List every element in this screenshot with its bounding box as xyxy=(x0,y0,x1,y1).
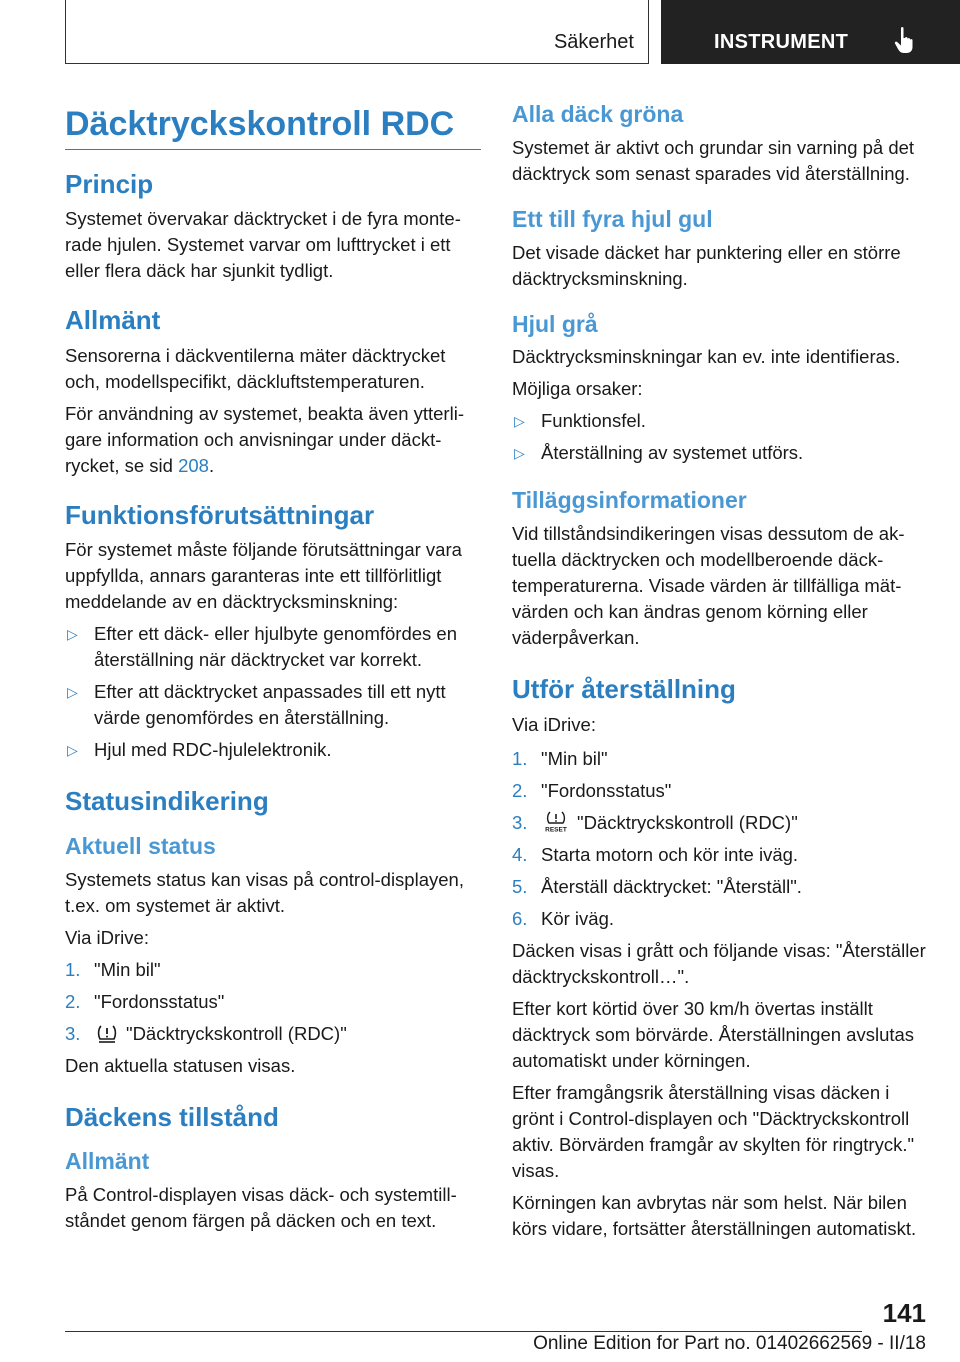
list-item xyxy=(512,810,928,836)
general-heading: Allmänt xyxy=(65,305,161,336)
reset-heading: Utför återställning xyxy=(512,674,736,704)
step-text: Starta motorn och kör inte iväg. xyxy=(541,843,799,865)
triangle-bullet-icon: ▷ xyxy=(67,626,78,643)
list-item xyxy=(512,842,928,868)
list-item xyxy=(512,906,928,932)
step-number: 2. xyxy=(65,990,81,1012)
grey-text: Däcktrycksminskningar kan ev. inte identifieras. xyxy=(512,346,901,368)
pointing-hand-icon xyxy=(894,26,916,54)
triangle-bullet-icon: ▷ xyxy=(67,684,78,701)
step-text: "Fordonsstatus" xyxy=(541,779,672,801)
prereq-heading: Funktionsförutsättningar xyxy=(65,499,375,530)
yellow-text: Det visade däcket har punktering eller en större däcktrycksminskning. xyxy=(512,241,901,289)
title-divider xyxy=(65,149,481,150)
prereq-intro: För systemet måste följande förutsättningar vara uppfyllda, annars garanteras inte ett tillförlitligt meddelande av en däcktrycksminskning: xyxy=(65,539,462,613)
list-item-text: Efter ett däck- eller hjulbyte genomfördes en återställning när däcktrycket var korrekt. xyxy=(94,623,457,671)
status-text: Systemets status kan visas på control-displayen, t.ex. om systemet är aktivt. xyxy=(65,868,464,916)
list-item xyxy=(512,408,928,434)
tire-pressure-warning-icon xyxy=(96,1024,118,1044)
grey-causes-label: Möjliga orsaker: xyxy=(512,378,643,400)
chapter-label: INSTRUMENT xyxy=(714,31,849,53)
step-number: 6. xyxy=(512,907,528,929)
reset-text-3: Efter framgångsrik återställning visas däcken i grönt i Control-displayen och "Däcktryckskontroll aktiv. Börvärden framgår av skylten för ringtryck." visas. xyxy=(512,1081,915,1181)
step-text: "Däcktryckskontroll (RDC)" xyxy=(577,811,798,833)
status-heading: Statusindikering xyxy=(65,786,269,817)
page-number: 141 xyxy=(882,1298,926,1328)
svg-text:RESET: RESET xyxy=(545,826,567,833)
grey-heading: Hjul grå xyxy=(512,310,598,337)
reset-text-4: Körningen kan avbrytas när som helst. När bilen körs vidare, fortsätter återställningen automatiskt. xyxy=(512,1191,917,1239)
general-text-2-end: . xyxy=(208,454,215,476)
step-number: 5. xyxy=(512,875,528,897)
step-number: 1. xyxy=(65,958,81,980)
triangle-bullet-icon: ▷ xyxy=(67,742,78,759)
status-via: Via iDrive: xyxy=(65,926,149,948)
grey-causes-list xyxy=(512,408,928,466)
list-item xyxy=(512,440,928,466)
left-column xyxy=(65,104,481,1234)
page-ref-link[interactable]: 208 xyxy=(178,454,209,476)
list-item xyxy=(512,874,928,900)
section-label: Säkerhet xyxy=(553,31,634,53)
general-text-1: Sensorerna i däckventilerna mäter däcktrycket och, modellspecifikt, däckluftstemperaturen. xyxy=(65,344,446,392)
reset-steps xyxy=(512,746,928,932)
reset-text-1: Däcken visas i grått och följande visas: "Återställer däcktryckskontroll…". xyxy=(512,939,926,987)
list-item xyxy=(65,1021,481,1047)
list-item-text: Återställning av systemet utförs. xyxy=(541,442,804,464)
list-item xyxy=(65,957,481,983)
list-item xyxy=(65,989,481,1015)
step-number: 3. xyxy=(512,811,528,833)
tyre-heading: Däckens tillstånd xyxy=(65,1101,279,1132)
step-number: 1. xyxy=(512,747,528,769)
general-text-2-body: För användning av systemet, beakta även ytterligare information och anvisningar under däcktrycket, se sid xyxy=(65,402,464,476)
list-item-text: Hjul med RDC-hjulelektronik. xyxy=(94,739,332,761)
step-number: 4. xyxy=(512,843,528,865)
tire-pressure-reset-icon xyxy=(543,811,569,833)
triangle-bullet-icon: ▷ xyxy=(514,445,525,462)
tyre-text: På Control-displayen visas däck- och systemtillståndet genom färgen på däcken och en text. xyxy=(65,1183,457,1231)
step-text: "Min bil" xyxy=(541,747,608,769)
yellow-heading: Ett till fyra hjul gul xyxy=(512,205,713,232)
reset-via: Via iDrive: xyxy=(512,713,596,735)
reset-text-2: Efter kort körtid över 30 km/h övertas inställt däcktryck som börvärde. Återställningen avslutas automatiskt under körningen. xyxy=(512,997,915,1071)
triangle-bullet-icon: ▷ xyxy=(514,413,525,430)
step-text: "Däcktryckskontroll (RDC)" xyxy=(126,1022,347,1044)
extra-text: Vid tillståndsindikeringen visas dessutom de aktuella däcktrycken och modellberoende däcktemperaturerna. Visade värden är tillfälliga mätvärden och kan ändras genom körning eller väderpåverkan. xyxy=(512,523,905,648)
step-text: Kör iväg. xyxy=(541,907,615,929)
principle-heading: Princip xyxy=(65,168,154,199)
list-item xyxy=(65,737,481,763)
list-item-text: Efter att däcktrycket anpassades till ett nytt värde genomfördes en återställning. xyxy=(94,681,446,729)
step-number: 2. xyxy=(512,779,528,801)
footer-edition: Online Edition for Part no. 01402662569 - II/18 xyxy=(533,1333,926,1354)
status-steps xyxy=(65,957,481,1047)
page-title: Däcktryckskontroll RDC xyxy=(65,105,455,143)
chapter-tab[interactable] xyxy=(661,0,960,64)
page-header xyxy=(0,0,960,66)
list-item xyxy=(512,746,928,772)
green-heading: Alla däck gröna xyxy=(512,101,684,127)
step-text: Återställ däcktrycket: "Återställ". xyxy=(541,875,802,897)
list-item-text: Funktionsfel. xyxy=(541,410,646,432)
general-text-2 xyxy=(65,401,481,479)
footer-divider xyxy=(65,1331,862,1332)
tyre-subheading: Allmänt xyxy=(65,1148,150,1175)
section-tab[interactable] xyxy=(65,0,649,64)
step-number: 3. xyxy=(65,1022,81,1044)
extra-heading: Tilläggsinformationer xyxy=(512,487,747,514)
status-subheading: Aktuell status xyxy=(65,832,216,859)
list-item xyxy=(512,778,928,804)
green-text: Systemet är aktivt och grundar sin varning på det däcktryck som senast sparades vid återställning. xyxy=(512,136,915,184)
principle-text: Systemet övervakar däcktrycket i de fyra monterade hjulen. Systemet varvar om lufttrycket i ett eller flera däck har sjunkit tydligt. xyxy=(65,208,461,282)
list-item xyxy=(65,621,481,673)
right-column xyxy=(512,100,928,1242)
prereq-list xyxy=(65,621,481,763)
status-result: Den aktuella statusen visas. xyxy=(65,1054,296,1076)
list-item xyxy=(65,679,481,731)
step-text: "Fordonsstatus" xyxy=(94,990,225,1012)
step-text: "Min bil" xyxy=(94,958,161,980)
